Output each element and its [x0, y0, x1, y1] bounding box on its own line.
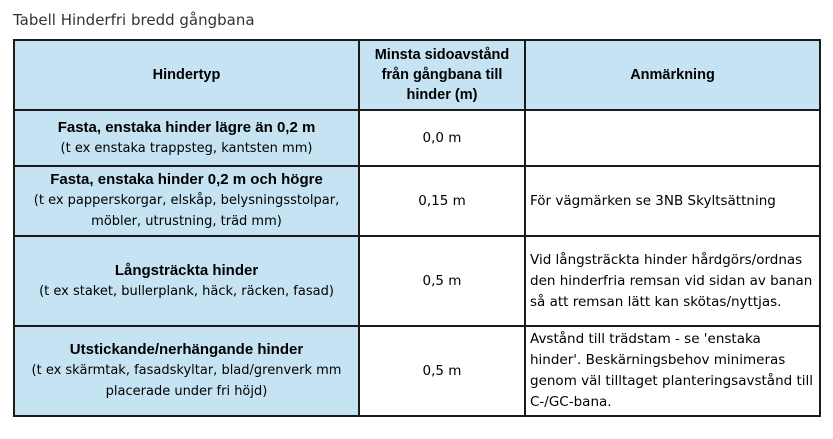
- row-distance: 0,5 m: [359, 326, 525, 416]
- row-examples: (t ex enstaka trappsteg, kantsten mm): [60, 140, 313, 156]
- table-row: [14, 166, 820, 236]
- header-row: [14, 40, 820, 110]
- table-row: [14, 326, 820, 416]
- table-caption: Tabell Hinderfri bredd gångbana: [13, 11, 255, 29]
- row-note: Avstånd till trädstam - se 'enstaka hinder'. Beskärningsbehov minimeras genom väl tilltaget planteringsavstånd till C-/GC-bana.: [525, 326, 820, 416]
- row-examples: (t ex papperskorgar, elskåp, belysningsstolpar, möbler, utrustning, träd mm): [33, 193, 340, 229]
- row-distance: 0,5 m: [359, 236, 525, 326]
- obstacle-table: [13, 39, 821, 417]
- header-anmarkning: Anmärkning: [525, 40, 820, 110]
- row-title: Fasta, enstaka hinder lägre än 0,2 m: [57, 118, 316, 136]
- header-sidoavstand: Minsta sidoavstånd från gångbana till hinder (m): [359, 40, 525, 110]
- row-type-cell: [14, 110, 359, 166]
- row-note: [525, 110, 820, 166]
- table-row: [14, 110, 820, 166]
- row-title: Långsträckta hinder: [114, 261, 259, 279]
- row-title: Utstickande/nerhängande hinder: [69, 341, 304, 358]
- row-title: Fasta, enstaka hinder 0,2 m och högre: [50, 171, 323, 188]
- row-note: För vägmärken se 3NB Skyltsättning: [525, 166, 820, 236]
- row-type-cell: [14, 236, 359, 326]
- row-examples: (t ex skärmtak, fasadskyltar, blad/grenverk mm placerade under fri höjd): [31, 363, 342, 399]
- row-distance: 0,15 m: [359, 166, 525, 236]
- row-type-cell: [14, 166, 359, 236]
- row-distance: 0,0 m: [359, 110, 525, 166]
- row-type-cell: [14, 326, 359, 416]
- header-hindertyp: Hindertyp: [14, 40, 359, 110]
- table-row: [14, 236, 820, 326]
- row-examples: (t ex staket, bullerplank, häck, räcken, fasad): [39, 283, 334, 299]
- row-note: Vid långsträckta hinder hårdgörs/ordnas den hinderfria remsan vid sidan av banan så att remsan lätt kan skötas/nyttjas.: [525, 236, 820, 326]
